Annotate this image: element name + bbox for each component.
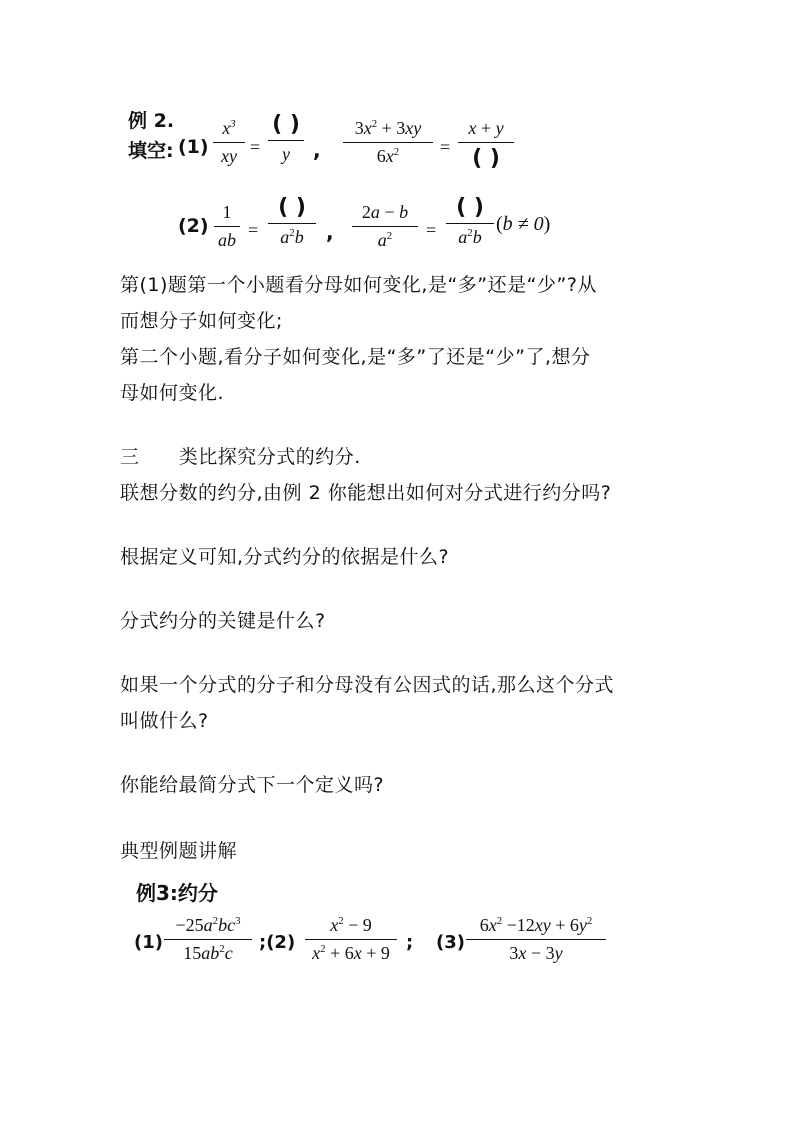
fraction-2a-minus-b-over-a2: 2a − b $a^2$ — [352, 202, 418, 251]
fraction-xy-over-blank[interactable]: x + y ( ) — [458, 118, 514, 171]
fraction-blank-over-a2b[interactable]: ( ) $a^2b$ — [446, 195, 494, 248]
separator: ;(2) — [259, 932, 296, 953]
fraction-1-over-ab: 1 ab — [214, 202, 240, 251]
separator: ; — [406, 932, 414, 953]
part2-label: (2) — [178, 215, 209, 237]
equals-sign: = — [426, 220, 437, 240]
comma: , — [313, 138, 321, 162]
equals-sign: = — [440, 137, 451, 157]
question-1: 联想分数的约分,由例 2 你能想出如何对分式进行约分吗? — [120, 482, 612, 504]
blank-field[interactable]: ( ) — [272, 112, 300, 137]
fraction-blank-over-y[interactable]: ( ) y — [268, 112, 304, 165]
example2-title: 例 2. — [128, 110, 175, 132]
equals-sign: = — [250, 137, 261, 157]
comma: , — [326, 220, 334, 244]
fraction-x2-minus-9-over-x2-plus-6x-plus-9: $x^2 - 9$ $x^2 + 6x + 9$ — [305, 915, 397, 964]
blank-field[interactable]: ( ) — [456, 195, 484, 220]
condition: (b ≠ 0) — [496, 213, 551, 235]
fraction-blank-over-a2b[interactable]: ( ) $a^2b$ — [268, 195, 316, 248]
blank-field[interactable]: ( ) — [472, 146, 500, 172]
fraction-neg25a2bc3-over-15ab2c: $-25a^2bc^3$ $15ab^2c$ — [164, 915, 252, 964]
equals-sign: = — [248, 220, 259, 240]
question-4: 如果一个分式的分子和分母没有公因式的话,那么这个分式 — [120, 674, 615, 696]
question-3: 分式约分的关键是什么? — [120, 610, 326, 632]
section-3-heading: 三 类比探究分式的约分. — [120, 446, 361, 468]
question-4b: 叫做什么? — [120, 710, 209, 732]
fraction-6x2-minus-12xy-plus-6y2-over-3x-minus-3y: $6x^2 -12xy + 6y^2$ 3x − 3y — [466, 915, 606, 964]
hint-line-2: 第二个小题,看分子如何变化,是“多”了还是“少”了,想分 — [120, 346, 591, 368]
example3-title: 例3:约分 — [136, 881, 218, 905]
fraction-x3-over-xy: $x^3$ xy — [213, 118, 245, 167]
fraction-3x2-plus-3xy-over-6x2: $3x^2 + 3xy$ $6x^2$ — [343, 118, 433, 167]
typical-examples-heading: 典型例题讲解 — [120, 840, 238, 862]
example3-part1-label: (1) — [134, 932, 163, 953]
hint-line-2b: 母如何变化. — [120, 382, 225, 404]
question-2: 根据定义可知,分式约分的依据是什么? — [120, 546, 450, 568]
hint-line-1b: 而想分子如何变化; — [120, 310, 283, 332]
question-5: 你能给最简分式下一个定义吗? — [120, 774, 385, 796]
example3-part3-label: (3) — [436, 932, 465, 953]
fill-label: 填空: — [128, 140, 174, 162]
hint-line-1: 第(1)题第一个小题看分母如何变化,是“多”还是“少”?从 — [120, 274, 597, 296]
blank-field[interactable]: ( ) — [278, 195, 306, 220]
part1-label: (1) — [178, 136, 209, 158]
